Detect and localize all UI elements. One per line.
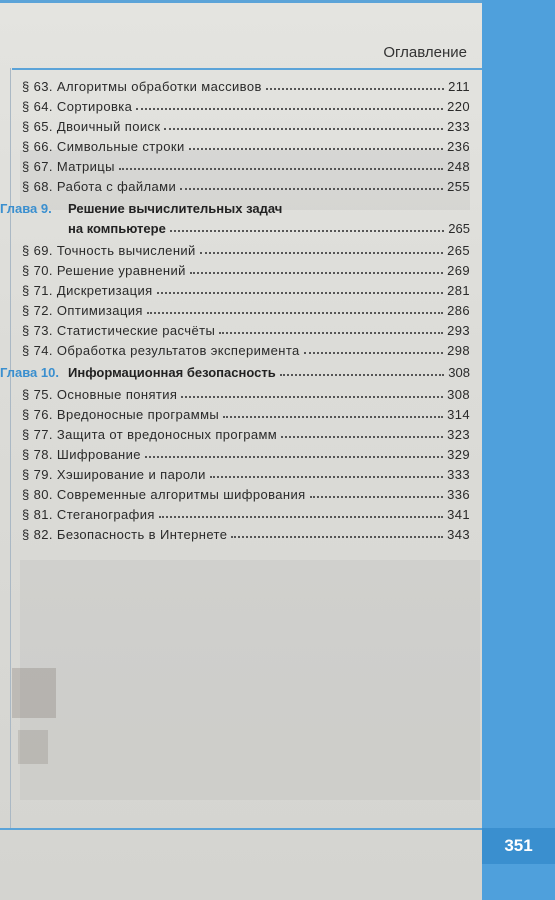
dot-leader — [310, 496, 444, 498]
entry-title: § 64. Сортировка — [22, 99, 133, 114]
dot-leader — [200, 252, 443, 254]
entry-title: § 72. Оптимизация — [22, 303, 143, 318]
dot-leader — [136, 108, 443, 110]
dot-leader — [170, 230, 444, 232]
toc-entry[interactable] — [0, 402, 482, 422]
dot-leader — [180, 188, 443, 190]
page-ref: 211 — [448, 79, 470, 94]
toc-entry[interactable] — [0, 154, 482, 174]
page-ref: 341 — [447, 507, 470, 522]
dot-leader — [219, 332, 443, 334]
toc-entry[interactable] — [0, 174, 482, 194]
page-ref: 308 — [447, 387, 470, 402]
page-ref: 336 — [447, 487, 470, 502]
entry-title: § 71. Дискретизация — [22, 283, 153, 298]
bleed-through-photo — [18, 730, 48, 764]
entry-title: § 77. Защита от вредоносных программ — [22, 427, 278, 442]
dot-leader — [190, 272, 443, 274]
chapter-number: Глава 9. — [0, 201, 52, 216]
dot-leader — [147, 312, 443, 314]
dot-leader — [280, 374, 445, 376]
dot-leader — [157, 292, 444, 294]
page-ref: 265 — [448, 221, 470, 236]
dot-leader — [231, 536, 443, 538]
toc-entry[interactable] — [0, 422, 482, 442]
page-ref: 265 — [447, 243, 470, 258]
entry-title: § 81. Стеганография — [22, 507, 155, 522]
page-ref: 220 — [447, 99, 470, 114]
toc-entry[interactable] — [0, 238, 482, 258]
footer-divider — [0, 828, 482, 830]
page-ref: 343 — [447, 527, 470, 542]
bleed-through-photo — [12, 668, 56, 718]
chapter-title-continued: на компьютере — [68, 221, 166, 236]
entry-title: § 73. Статистические расчёты — [22, 323, 216, 338]
toc-entry[interactable] — [0, 502, 482, 522]
page-ref: 314 — [447, 407, 470, 422]
dot-leader — [223, 416, 443, 418]
page-ref: 236 — [447, 139, 470, 154]
page-ref: 298 — [447, 343, 470, 358]
entry-title: § 68. Работа с файлами — [22, 179, 177, 194]
entry-title: § 74. Обработка результатов эксперимента — [22, 343, 300, 358]
side-accent-bar — [482, 0, 555, 900]
entry-title: § 66. Символьные строки — [22, 139, 185, 154]
page-ref: 248 — [447, 159, 470, 174]
entry-title: § 75. Основные понятия — [22, 387, 178, 402]
toc-entry[interactable] — [0, 442, 482, 462]
page-ref: 255 — [447, 179, 470, 194]
chapter-heading[interactable] — [0, 360, 482, 380]
page-ref: 293 — [447, 323, 470, 338]
chapter-title: Решение вычислительных задач — [68, 201, 283, 216]
page-title: Оглавление — [383, 44, 467, 61]
dot-leader — [164, 128, 443, 130]
entry-title: § 67. Матрицы — [22, 159, 115, 174]
dot-leader — [159, 516, 443, 518]
toc-entry[interactable] — [0, 382, 482, 402]
chapter-heading[interactable] — [0, 196, 482, 236]
entry-title: § 79. Хэширование и пароли — [22, 467, 206, 482]
toc-entry[interactable] — [0, 134, 482, 154]
entry-title: § 65. Двоичный поиск — [22, 119, 161, 134]
page-ref: 269 — [447, 263, 470, 278]
entry-title: § 82. Безопасность в Интернете — [22, 527, 228, 542]
dot-leader — [181, 396, 443, 398]
header-divider — [12, 68, 482, 70]
entry-title: § 78. Шифрование — [22, 447, 141, 462]
toc-entry[interactable] — [0, 522, 482, 542]
page-ref: 323 — [447, 427, 470, 442]
toc-entry[interactable] — [0, 94, 482, 114]
dot-leader — [281, 436, 443, 438]
toc-entry[interactable] — [0, 278, 482, 298]
toc-entry[interactable] — [0, 462, 482, 482]
toc-entry[interactable] — [0, 114, 482, 134]
toc-entry[interactable] — [0, 318, 482, 338]
dot-leader — [145, 456, 443, 458]
entry-title: § 76. Вредоносные программы — [22, 407, 220, 422]
entry-title: § 69. Точность вычислений — [22, 243, 196, 258]
toc-entry[interactable] — [0, 258, 482, 278]
dot-leader — [210, 476, 443, 478]
page-ref: 329 — [447, 447, 470, 462]
page-ref: 281 — [447, 283, 470, 298]
entry-title: § 80. Современные алгоритмы шифрования — [22, 487, 306, 502]
page-ref: 308 — [448, 365, 470, 380]
chapter-title: Информационная безопасность — [68, 365, 276, 380]
page-ref: 286 — [447, 303, 470, 318]
top-accent-bar — [0, 0, 482, 3]
page-ref: 333 — [447, 467, 470, 482]
dot-leader — [266, 88, 444, 90]
toc-entry[interactable] — [0, 482, 482, 502]
bleed-through-shape — [20, 560, 480, 800]
entry-title: § 70. Решение уравнений — [22, 263, 186, 278]
dot-leader — [119, 168, 443, 170]
page-ref: 233 — [447, 119, 470, 134]
dot-leader — [304, 352, 443, 354]
chapter-number: Глава 10. — [0, 365, 59, 380]
toc-entry[interactable] — [0, 338, 482, 358]
dot-leader — [189, 148, 444, 150]
page-number: 351 — [482, 828, 555, 864]
entry-title: § 63. Алгоритмы обработки массивов — [22, 79, 262, 94]
toc-entry[interactable] — [0, 298, 482, 318]
toc-entry[interactable] — [0, 74, 482, 94]
table-of-contents — [0, 74, 482, 542]
